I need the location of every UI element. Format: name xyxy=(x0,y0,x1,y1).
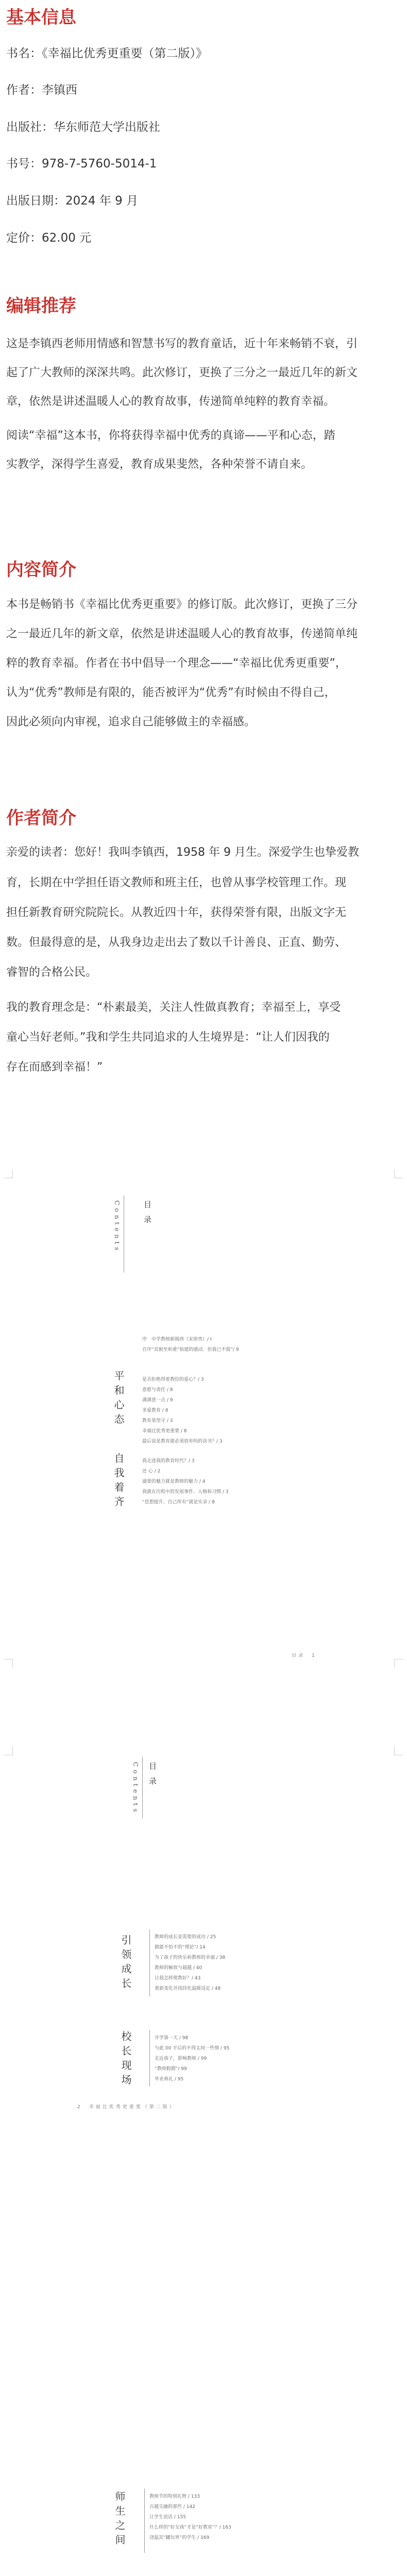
toc-entry[interactable]: 让我怎样使教好？/ 43 xyxy=(155,1976,201,1981)
page-footer: 目录 1 xyxy=(292,1653,317,1658)
part-entries xyxy=(155,2033,229,2084)
part-entries xyxy=(142,1456,228,1507)
toc-entry[interactable]: 教育基坚守 / 3 xyxy=(142,1418,173,1423)
isbn-line: 书号：978-7-5760-5014-1 xyxy=(6,157,157,171)
toc-entry[interactable]: 百越交融的那些 / 142 xyxy=(149,2504,195,2510)
recommend-line: 这是李镇西老师用情感和智慧书写的教育童话，近十年来畅销不衰，引 xyxy=(6,337,358,350)
toc-entry[interactable]: 意愿与责任 / 8 xyxy=(142,1387,173,1393)
toc-entry[interactable]: 开学第一天 / 98 xyxy=(155,2036,189,2041)
toc-entry[interactable]: “教师假期”/ 99 xyxy=(155,2066,187,2072)
toc-entry[interactable]: 毕业典礼 / 95 xyxy=(155,2077,184,2082)
part-divider xyxy=(149,1929,150,1996)
page-footer: 2 幸福比优秀更重要（第二版） xyxy=(77,2105,176,2110)
toc-entry[interactable]: 多爱教育 / 8 xyxy=(142,1408,168,1413)
content-intro-heading: 内容简介 xyxy=(6,560,76,580)
author-intro-line: 睿智的合格公民。 xyxy=(6,966,97,979)
content-intro-line: 认为“优秀”教师是有限的，能否被评为“优秀”有时候由不得自己， xyxy=(6,686,336,699)
recommend-line: 实教学，深得学生喜爱，教育成果斐然，各种荣誉不请自来。 xyxy=(6,458,313,471)
crop-mark xyxy=(4,1747,13,1755)
toc-entry[interactable]: 还 心 / 2 xyxy=(142,1469,161,1474)
toc-entry[interactable]: 教师节的特别礼物 / 133 xyxy=(149,2494,200,2499)
toc-page-1 xyxy=(0,1123,407,1690)
preface-list xyxy=(142,1334,239,1355)
toc-title: 目录 xyxy=(148,1762,157,1792)
toc-page-3 xyxy=(0,2154,407,2576)
part-title: 引领成长 xyxy=(120,1935,132,1992)
toc-entry[interactable]: 幸福比优秀更重要 / 8 xyxy=(142,1429,187,1434)
part-entries xyxy=(149,2492,231,2543)
toc-entry[interactable]: 做能不怕不的“理论”/ 14 xyxy=(155,1945,206,1950)
toc-entry[interactable]: 序 中学教师新揭西（宋徐贵）/ I xyxy=(142,1337,212,1342)
toc-entry[interactable]: 是否拒绝得着教给的爱心？/ 3 xyxy=(142,1377,204,1382)
book-title-line: 书名：《幸福比优秀更重要（第二版）》 xyxy=(6,47,208,60)
toc-entry[interactable]: “思想提升、自己所有”就是实录 / 8 xyxy=(142,1500,215,1505)
author-intro-line: 存在而感到幸福！” xyxy=(6,1061,103,1074)
toc-entry[interactable]: 教师的成长是需要的成功 / 25 xyxy=(155,1935,216,1940)
content-intro-line: 之一最近几年的新文章，依然是讲述温暖人心的教育故事，传递简单纯 xyxy=(6,628,358,640)
toc-entry[interactable]: 让学生说话 / 155 xyxy=(149,2515,186,2520)
toc-entry[interactable]: 自序“其貌至和重”始建的感动、但我已不值”/ 9 xyxy=(142,1347,239,1352)
author-intro-line: 我的教育理念是：“朴素最美，关注人性做真教育；幸福至上，享受 xyxy=(6,1001,341,1014)
contents-vertical-label: Contents xyxy=(132,1762,139,1815)
toc-entry[interactable]: 重新变化并找持化温暖设定 / 48 xyxy=(155,1986,221,1991)
toc-entry[interactable]: 通要的魅力就是教师的魅力 / 4 xyxy=(142,1479,206,1484)
recommend-line: 起了广大教师的深深共鸣。此次修订，更换了三分之一最近几年的新文 xyxy=(6,366,358,379)
contents-vertical-label: Contents xyxy=(113,1200,121,1253)
author-intro-line: 亲爱的读者：您好！我叫李镇西，1958 年 9 月生。深爱学生也挚爱教 xyxy=(6,846,359,859)
author-intro-line: 担任新教育研究院院长。从教近四十年，获得荣誉有限，出版文字无 xyxy=(6,906,347,919)
author-intro-line: 育，长期在中学担任语文教师和班主任，也曾从事学校管理工作。现 xyxy=(6,876,347,889)
part-title: 校长现场 xyxy=(120,2031,132,2089)
part-entries xyxy=(142,1375,223,1447)
toc-entry[interactable]: 与此 00 平后的不得太同一些情 / 95 xyxy=(155,2046,230,2051)
pub-date-line: 出版日期：2024 年 9 月 xyxy=(6,194,139,208)
toc-entry[interactable]: 满满意一点 / 9 xyxy=(142,1398,173,1403)
recommend-line: 章，依然是讲述温暖人心的教育故事，传递简单纯粹的教育幸福。 xyxy=(6,395,335,408)
toc-page-2 xyxy=(0,1690,407,2154)
toc-entry[interactable]: 我走进我的教育时代？/ 3 xyxy=(142,1459,195,1464)
author-intro-line: 童心当好老师。”我和学生共同追求的人生境界是：“让人们因我的 xyxy=(6,1031,330,1044)
crop-mark xyxy=(394,1659,403,1668)
part-title: 师生之间 xyxy=(113,2491,126,2549)
crop-mark xyxy=(394,1170,403,1178)
part-entries xyxy=(155,1932,225,1994)
toc-entry[interactable]: 浇温其“罐玩界”的学生 / 169 xyxy=(149,2535,210,2540)
contents-divider xyxy=(142,1757,143,1819)
toc-entry[interactable]: 什么样的“好女孩”才是“好教育”？/ 163 xyxy=(149,2525,231,2530)
recommend-line: 阅读“幸福”这本书，你将获得幸福中优秀的真谛——平和心态，踏 xyxy=(6,429,335,442)
toc-entry[interactable]: 我就在历程中的发展事件、人格和习惯 / 3 xyxy=(142,1489,229,1495)
crop-mark xyxy=(4,1659,13,1668)
toc-entry[interactable]: 走近孩子，影响教师 / 99 xyxy=(155,2056,207,2061)
toc-entry[interactable]: 为了孩子的快乐和教师的幸福 / 38 xyxy=(155,1955,226,1960)
publisher-line: 出版社：华东师范大学出版社 xyxy=(6,121,160,134)
content-intro-line: 因此必须向内审视，追求自己能够做主的幸福感。 xyxy=(6,716,256,728)
author-intro-heading: 作者简介 xyxy=(6,808,76,828)
content-intro-line: 本书是畅销书《幸福比优秀更重要》的修订版。此次修订，更换了三分 xyxy=(6,598,358,611)
part-title: 平和心态 xyxy=(112,1370,125,1428)
crop-mark xyxy=(4,1170,13,1178)
toc-entry[interactable]: 最后说是教育就必须放弃吗的读书？/ 3 xyxy=(142,1439,223,1444)
crop-mark xyxy=(394,1747,403,1755)
part-divider xyxy=(149,2030,150,2087)
toc-title: 目录 xyxy=(143,1200,152,1230)
author-intro-line: 数。但最得意的是，从我身边走出去了数以千计善良、正直、勤劳、 xyxy=(6,936,347,949)
editor-recommend-heading: 编辑推荐 xyxy=(6,296,76,316)
price-line: 定价：62.00 元 xyxy=(6,231,92,245)
toc-entry[interactable]: 教师的解放与超越 / 40 xyxy=(155,1965,202,1971)
basic-info-heading: 基本信息 xyxy=(6,7,76,28)
author-line: 作者：李镇西 xyxy=(6,83,77,97)
part-divider xyxy=(144,2488,145,2553)
part-title: 自我着齐 xyxy=(112,1453,125,1511)
content-intro-line: 粹的教育幸福。作者在书中倡导一个理念——“幸福比优秀更重要”， xyxy=(6,657,347,670)
